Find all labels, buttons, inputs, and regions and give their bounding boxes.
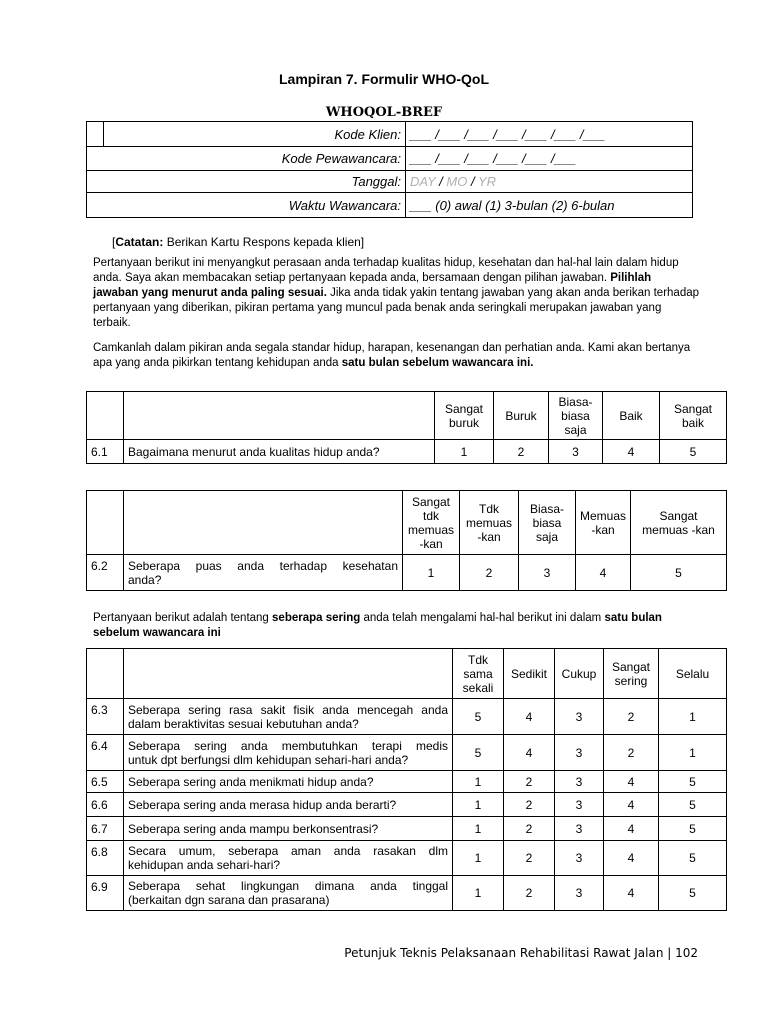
answer-option[interactable]: 1 [403, 555, 460, 591]
table-row [87, 876, 727, 911]
note [112, 235, 364, 249]
question-text [124, 699, 453, 735]
answer-option[interactable]: 2 [604, 699, 659, 735]
answer-option[interactable]: 4 [604, 817, 659, 841]
question-number: 6.2 [87, 555, 124, 591]
answer-header: Sangat tdk memuas -kan [403, 491, 460, 555]
question-line: Seberapa sering anda membutuhkan terapi medis [128, 738, 448, 753]
answer-option[interactable]: 5 [660, 440, 727, 464]
answer-option[interactable]: 5 [659, 817, 727, 841]
answer-option[interactable]: 4 [576, 555, 631, 591]
instruction-paragraph [93, 341, 699, 371]
question-line: Seberapa sering anda menikmati hidup anda? [128, 774, 374, 789]
question-table-6-2 [86, 490, 727, 591]
answer-option[interactable]: 2 [494, 440, 549, 464]
frequency-text-a: Pertanyaan berikut adalah tentang [93, 612, 273, 624]
table-row [87, 817, 727, 841]
answer-header: Buruk [494, 392, 549, 440]
empty-header-cell [87, 491, 124, 555]
answer-option[interactable]: 1 [659, 699, 727, 735]
question-number: 6.1 [87, 440, 124, 464]
question-table-frequency [86, 648, 727, 911]
answer-option[interactable]: 1 [453, 817, 504, 841]
answer-option[interactable]: 3 [555, 841, 604, 876]
answer-option[interactable]: 2 [504, 793, 555, 817]
question-line: Seberapa sering anda mampu berkonsentrasi? [128, 821, 379, 836]
tanggal-sep: / [439, 174, 443, 189]
answer-option[interactable]: 5 [659, 771, 727, 793]
question-text [124, 793, 453, 817]
question-text [124, 817, 453, 841]
answer-option[interactable]: 3 [555, 793, 604, 817]
answer-option[interactable]: 4 [504, 735, 555, 771]
answer-header: Sangat baik [660, 392, 727, 440]
tanggal-year: YR [478, 174, 497, 189]
table-row [87, 793, 727, 817]
question-line: anda? [128, 572, 162, 587]
frequency-paragraph [93, 611, 703, 641]
table-row [87, 841, 727, 876]
answer-header: Selalu [659, 649, 727, 699]
intro-text-bold: Pilihlah jawaban yang menurut anda paling sesuai. [93, 272, 652, 299]
answer-option[interactable]: 1 [435, 440, 494, 464]
header-blank-cell [87, 122, 104, 147]
empty-header-cell [124, 491, 403, 555]
question-number: 6.3 [87, 699, 124, 735]
waktu-wawancara-label: Waktu Wawancara: [87, 193, 406, 218]
question-line: dalam beraktivitas sesuai kebutuhan anda? [128, 716, 359, 731]
tanggal-value[interactable] [406, 171, 693, 193]
answer-option[interactable]: 3 [555, 876, 604, 911]
answer-option[interactable]: 4 [604, 793, 659, 817]
question-number: 6.8 [87, 841, 124, 876]
kode-pewawancara-value[interactable]: ___ /___ /___ /___ /___ /___ [406, 147, 693, 171]
answer-header: Baik [603, 392, 660, 440]
question-line: (berkaitan dgn sarana dan prasarana) [128, 893, 330, 907]
answer-option[interactable]: 4 [604, 876, 659, 911]
answer-header: Biasa-biasa saja [519, 491, 576, 555]
empty-header-cell [87, 649, 124, 699]
question-number: 6.4 [87, 735, 124, 771]
question-text [124, 735, 453, 771]
answer-header: Biasa-biasa saja [549, 392, 603, 440]
answer-option[interactable]: 1 [453, 771, 504, 793]
waktu-wawancara-value[interactable]: ___ (0) awal (1) 3-bulan (2) 6-bulan [406, 193, 693, 218]
question-line: Seberapa sehat lingkungan dimana anda tinggal [128, 879, 448, 893]
table-row [87, 771, 727, 793]
tanggal-label: Tanggal: [87, 171, 406, 193]
answer-header: Memuas -kan [576, 491, 631, 555]
answer-header: Sangat buruk [435, 392, 494, 440]
question-line: Secara umum, seberapa aman anda rasakan dlm [128, 844, 448, 858]
kode-pewawancara-label: Kode Pewawancara: [87, 147, 406, 171]
answer-option[interactable]: 2 [504, 876, 555, 911]
answer-option[interactable]: 5 [453, 699, 504, 735]
question-text: Bagaimana menurut anda kualitas hidup anda? [124, 440, 435, 464]
note-bracket: [ [112, 235, 116, 249]
answer-header: Cukup [555, 649, 604, 699]
answer-header: Tdk sama sekali [453, 649, 504, 699]
question-number: 6.7 [87, 817, 124, 841]
answer-option[interactable]: 3 [555, 699, 604, 735]
answer-option[interactable]: 2 [460, 555, 519, 591]
empty-header-cell [124, 649, 453, 699]
page-footer: Petunjuk Teknis Pelaksanaan Rehabilitasi Rawat Jalan | 102 [344, 946, 698, 960]
tanggal-day: DAY [410, 174, 436, 189]
answer-option[interactable]: 5 [659, 876, 727, 911]
answer-option[interactable]: 1 [453, 841, 504, 876]
answer-option[interactable]: 2 [604, 735, 659, 771]
answer-option[interactable]: 3 [519, 555, 576, 591]
question-text [124, 771, 453, 793]
answer-option[interactable]: 3 [555, 735, 604, 771]
answer-option[interactable]: 5 [631, 555, 727, 591]
answer-option[interactable]: 3 [549, 440, 603, 464]
empty-header-cell [124, 392, 435, 440]
question-text [124, 841, 453, 876]
form-subtitle: WHOQOL-BREF [325, 105, 443, 120]
tanggal-month: MO [446, 174, 468, 189]
answer-option[interactable]: 4 [504, 699, 555, 735]
question-number: 6.9 [87, 876, 124, 911]
answer-option[interactable]: 4 [604, 771, 659, 793]
question-line: Seberapa puas anda terhadap kesehatan [128, 558, 398, 573]
answer-option[interactable]: 3 [555, 817, 604, 841]
question-text [124, 876, 453, 911]
frequency-text-c: anda telah mengalami hal-hal berikut ini dalam [360, 612, 605, 624]
answer-header: Sangat memuas -kan [631, 491, 727, 555]
question-line: Seberapa sering anda merasa hidup anda berarti? [128, 797, 397, 812]
instruction-text-a: Camkanlah dalam pikiran anda segala standar hidup, harapan, kesenangan dan perhatian anda. Kami akan bertanya apa yang anda pikirkan tentang kehidupan anda [93, 342, 691, 369]
question-number: 6.5 [87, 771, 124, 793]
answer-header: Sangat sering [604, 649, 659, 699]
answer-option[interactable]: 2 [504, 771, 555, 793]
instruction-text-bold: satu bulan sebelum wawancara ini. [341, 357, 534, 369]
answer-option[interactable]: 2 [504, 817, 555, 841]
tanggal-sep: / [470, 174, 475, 189]
note-label: Catatan: [115, 235, 164, 249]
header-table [86, 121, 693, 218]
answer-option[interactable]: 5 [659, 841, 727, 876]
empty-header-cell [87, 392, 124, 440]
answer-option[interactable]: 4 [603, 440, 660, 464]
intro-text-c: Jika anda tidak yakin tentang jawaban yang akan anda berikan terhadap pertanyaan yang diberikan, pikiran pertama yang muncul pada benak anda seringkali merupakan jawaban yang terbaik. [93, 287, 700, 329]
answer-header: Sedikit [504, 649, 555, 699]
question-line: kehidupan anda sehari-hari? [128, 858, 281, 872]
intro-paragraph [93, 256, 699, 331]
answer-option[interactable]: 3 [555, 771, 604, 793]
note-text: Berikan Kartu Respons kepada klien] [163, 235, 365, 249]
question-text [124, 555, 403, 591]
frequency-text-bold: seberapa sering [272, 612, 361, 624]
page-title: Lampiran 7. Formulir WHO-QoL [278, 71, 489, 87]
answer-option[interactable]: 4 [604, 841, 659, 876]
kode-klien-value[interactable]: ___ /___ /___ /___ /___ /___ /___ [406, 122, 693, 147]
answer-option[interactable]: 5 [659, 793, 727, 817]
answer-header: Tdk memuas -kan [460, 491, 519, 555]
answer-option[interactable]: 1 [453, 793, 504, 817]
kode-klien-label: Kode Klien: [104, 122, 406, 147]
question-table-6-1 [86, 391, 727, 464]
answer-option[interactable]: 1 [453, 876, 504, 911]
question-line: untuk dpt berfungsi dlm kehidupan sehari-hari anda? [128, 752, 409, 767]
question-number: 6.6 [87, 793, 124, 817]
frequency-text-bold: satu bulan sebelum wawancara ini [93, 612, 662, 639]
table-row [87, 735, 727, 771]
intro-text-a: Pertanyaan berikut ini menyangkut perasaan anda terhadap kualitas hidup, kesehatan dan hal-hal lain dalam hidup anda. Saya akan membacakan setiap pertanyaan kepada anda, bersamaan dengan pilihan jawaban. [93, 257, 679, 284]
question-line: Seberapa sering rasa sakit fisik anda mencegah anda [128, 702, 448, 717]
answer-option[interactable]: 1 [659, 735, 727, 771]
answer-option[interactable]: 5 [453, 735, 504, 771]
answer-option[interactable]: 2 [504, 841, 555, 876]
table-row [87, 699, 727, 735]
